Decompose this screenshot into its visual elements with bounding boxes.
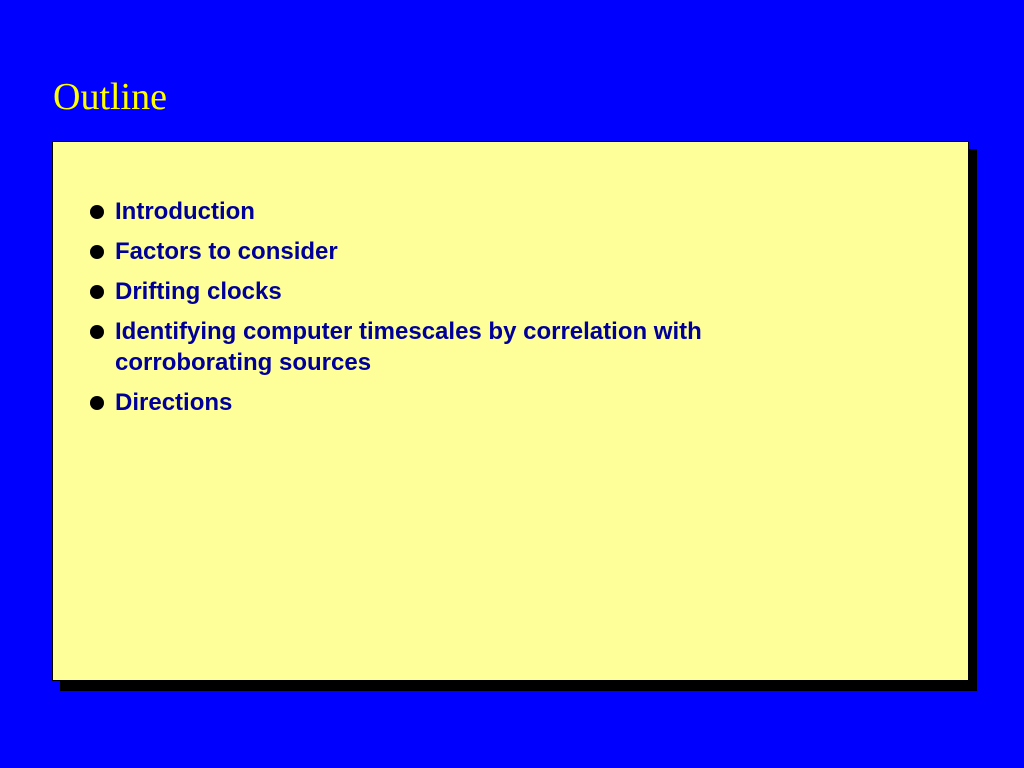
outline-item-label: Directions (115, 389, 233, 416)
outline-item-label: Introduction (115, 198, 255, 225)
bullet-dot-icon (90, 396, 104, 410)
outline-item-identifying-timescales (87, 316, 847, 378)
bullet-dot-icon (90, 325, 104, 339)
outline-list (87, 196, 847, 427)
outline-item-label: Identifying computer timescales by correlation with corroborating sources (115, 318, 702, 376)
slide-title: Outline (53, 76, 167, 118)
bullet-dot-icon (90, 285, 104, 299)
outline-item-drifting-clocks (87, 276, 847, 307)
outline-item-factors (87, 236, 847, 267)
bullet-dot-icon (90, 205, 104, 219)
bullet-dot-icon (90, 245, 104, 259)
content-panel (52, 141, 969, 681)
outline-item-directions (87, 387, 847, 418)
outline-item-introduction (87, 196, 847, 227)
outline-item-label: Factors to consider (115, 238, 338, 265)
outline-item-label: Drifting clocks (115, 278, 282, 305)
